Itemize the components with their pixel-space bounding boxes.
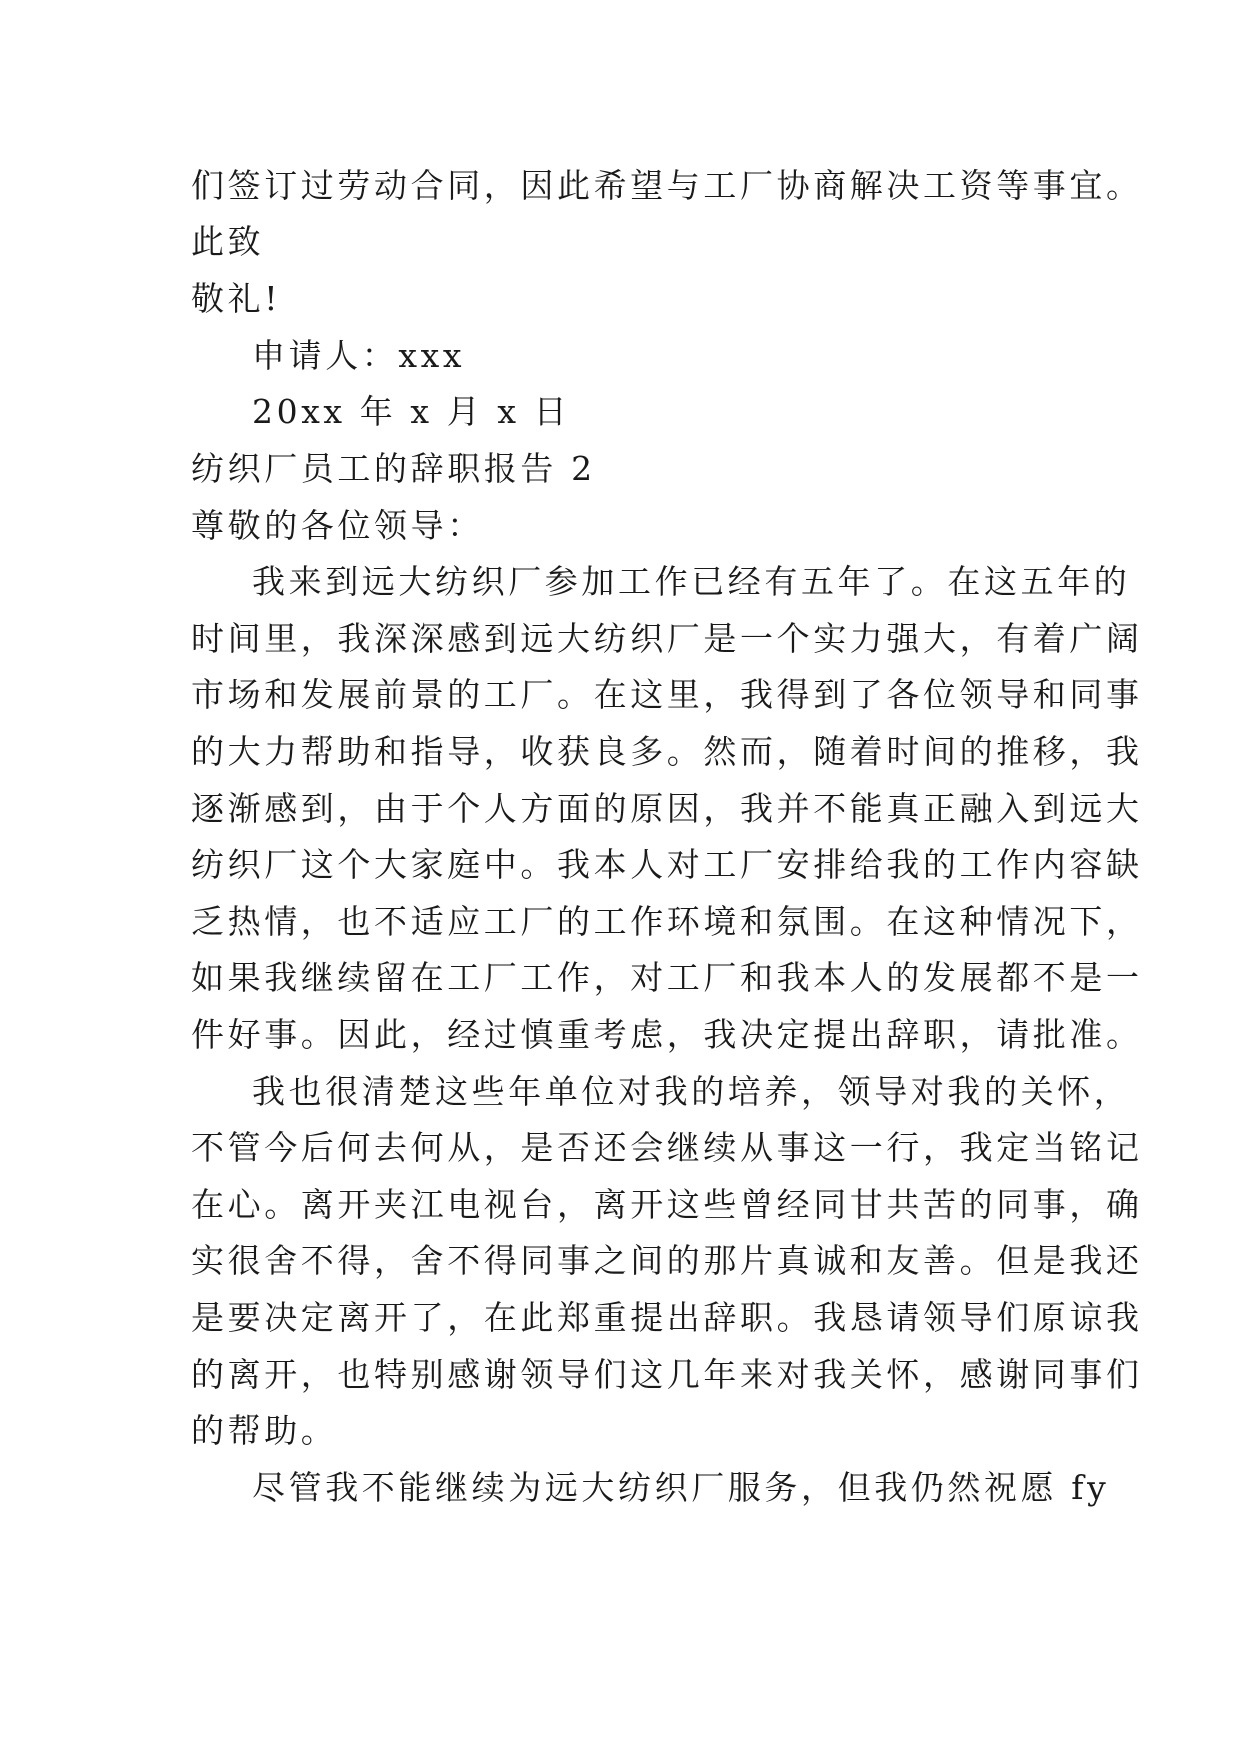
paragraph-line: 我来到远大纺织厂参加工作已经有五年了。在这五年的 <box>252 562 1131 601</box>
paragraph-line: 纺织厂这个大家庭中。我本人对工厂安排给我的工作内容缺 <box>191 845 1143 884</box>
paragraph-line: 市场和发展前景的工厂。在这里，我得到了各位领导和同事 <box>191 675 1143 714</box>
letter-date: 20xx 年 x 月 x 日 <box>252 392 571 431</box>
paragraph-line: 的离开，也特别感谢领导们这几年来对我关怀，感谢同事们 <box>191 1355 1143 1394</box>
paragraph-line: 我也很清楚这些年单位对我的培养，领导对我的关怀， <box>252 1072 1131 1111</box>
paragraph-line: 的帮助。 <box>191 1411 338 1450</box>
paragraph-line: 实很舍不得，舍不得同事之间的那片真诚和友善。但是我还 <box>191 1241 1143 1280</box>
paragraph-line: 尽管我不能继续为远大纺织厂服务，但我仍然祝愿 fy <box>252 1468 1110 1507</box>
paragraph-line: 件好事。因此，经过慎重考虑，我决定提出辞职，请批准。 <box>191 1015 1143 1054</box>
paragraph-line: 不管今后何去何从，是否还会继续从事这一行，我定当铭记 <box>191 1128 1143 1167</box>
paragraph-line: 是要决定离开了，在此郑重提出辞职。我恳请领导们原谅我 <box>191 1298 1143 1337</box>
paragraph-line: 的大力帮助和指导，收获良多。然而，随着时间的推移，我 <box>191 732 1143 771</box>
text-line: 们签订过劳动合同，因此希望与工厂协商解决工资等事宜。 <box>191 166 1143 205</box>
paragraph-line: 如果我继续留在工厂工作，对工厂和我本人的发展都不是一 <box>191 958 1143 997</box>
greeting: 尊敬的各位领导： <box>191 506 484 545</box>
section-title: 纺织厂员工的辞职报告 2 <box>191 449 596 488</box>
closing-respect: 敬礼! <box>191 279 282 318</box>
applicant-signature: 申请人：xxx <box>252 336 466 375</box>
paragraph-line: 乏热情，也不适应工厂的工作环境和氛围。在这种情况下， <box>191 902 1143 941</box>
paragraph-line: 时间里，我深深感到远大纺织厂是一个实力强大，有着广阔 <box>191 619 1143 658</box>
paragraph-line: 在心。离开夹江电视台，离开这些曾经同甘共苦的同事，确 <box>191 1185 1143 1224</box>
paragraph-line: 逐渐感到，由于个人方面的原因，我并不能真正融入到远大 <box>191 789 1143 828</box>
closing-salutation: 此致 <box>191 222 265 261</box>
